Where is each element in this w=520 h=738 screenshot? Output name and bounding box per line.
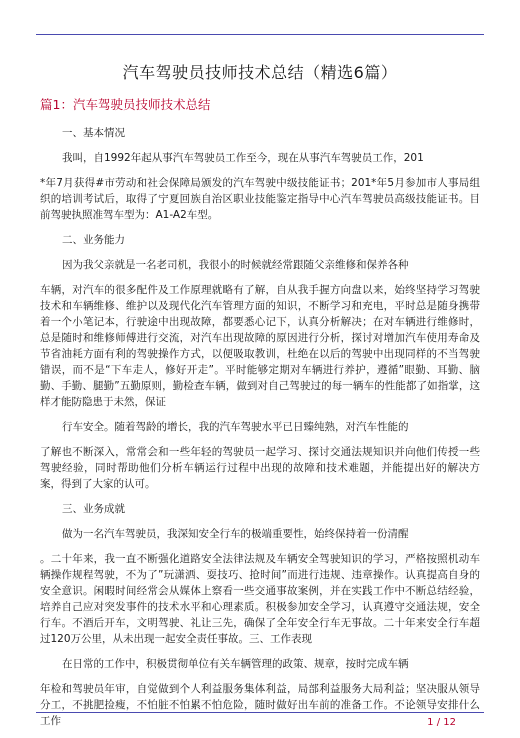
section-achievements: [40, 501, 480, 729]
paragraph: 在日常的工作中，积极贯彻单位有关车辆管理的政策、规章，按时完成车辆: [62, 658, 409, 670]
footer-rule: [36, 712, 484, 713]
paragraph: *年7月获得#市劳动和社会保障局颁发的汽车驾驶中级技能证书；201*年5月参加市人事局组织的培训考试后，取得了宁夏回族自治区职业技能鉴定指导中心汽车驾驶员高级技能证书。目前驾驶执照准驾车型为：A1-A2车型。: [40, 177, 480, 221]
section-heading: 二、业务能力: [62, 234, 125, 246]
paragraph: 了解也不断深入，常常会和一些年轻的驾驶员一起学习、探讨交通法规知识并向他们传授一些驾驶经验，同时帮助他们分析车辆运行过程中出现的故障和技术难题，并能提出好的解决方案，得到了大家的认可。: [40, 446, 480, 490]
paragraph: 。二十年来，我一直不断强化道路安全法律法规及车辆安全驾驶知识的学习，严格按照机动车辆操作规程驾驶，不为了”玩潇洒、耍技巧、抢时间”而进行违规、违章操作。认真提高自身的安全意识。闲暇时间经常会从媒体上察看一些交通事故案例，并在实践工作中不断总结经验，培养自己应对突发事件的技术水平和心理素质。积极参加安全学习，认真遵守交通法规，安全行车。不酒后开车，文明驾驶、礼让三先，确保了全年安全行车无事故。二十年来安全行车超过120万公里，从未出现一起安全责任事故。三、工作表现: [40, 553, 480, 645]
paragraph: 车辆，对汽车的很多配件及工作原理就略有了解，自从我手握方向盘以来，始终坚持学习驾驶技术和车辆维修、维护以及现代化汽车管理方面的知识，不断学习和充电，平时总是随身携带着一个小笔记本，行驶途中出现故障，都要悉心记下，认真分析解决；在对车辆进行维修时，总是随时和维修师傅进行交流，对汽车出现故障的原因进行分析，探讨对增加汽车使用寿命及节省油耗方面有利的驾驶操作方式，以便吸取教训，杜绝在以后的驾驶中出现同样的不当驾驶错误，而不是“下车走人，修好开走”。平时能够定期对车辆进行养护，遵循”眼勤、耳勤、脑勤、手勤、腿勤”五勤原则，勤检查车辆，做到对自己驾驶过的每一辆车的性能都了如指掌，这样才能防隐患于未然，保证: [40, 284, 480, 408]
document-page: [40, 60, 480, 738]
section-heading: 一、基本情况: [62, 127, 125, 139]
section-basic-info: [40, 125, 480, 223]
paragraph: 我叫，自1992年起从事汽车驾驶员工作至今，现在从事汽车驾驶员工作，201: [62, 152, 424, 164]
paragraph: 行车安全。随着驾龄的增长，我的汽车驾驶水平已日臻纯熟，对汽车性能的: [62, 421, 409, 433]
page-indicator: 1 / 12: [427, 717, 456, 728]
header-rule: [36, 34, 484, 35]
paragraph: 年检和驾驶员年审，自觉做到个人利益服务集体利益，局部利益服务大局利益；坚决服从领导分工，不挑肥捡瘦，不怕脏不怕累不怕危险，随时做好出车前的准备工作。不论领导安排什么工作: [40, 683, 480, 727]
paragraph: 做为一名汽车驾驶员，我深知安全行车的极端重要性，始终保持着一份清醒: [62, 528, 409, 540]
section-heading: 三、业务成就: [62, 503, 125, 515]
document-title: 汽车驾驶员技师技术总结（精选6篇）: [122, 63, 398, 82]
section-business-ability: [40, 232, 480, 492]
paragraph: 因为我父亲就是一名老司机，我很小的时候就经常跟随父亲维修和保养各种: [62, 259, 409, 271]
article-heading: 篇1：汽车驾驶员技师技术总结: [40, 97, 211, 112]
